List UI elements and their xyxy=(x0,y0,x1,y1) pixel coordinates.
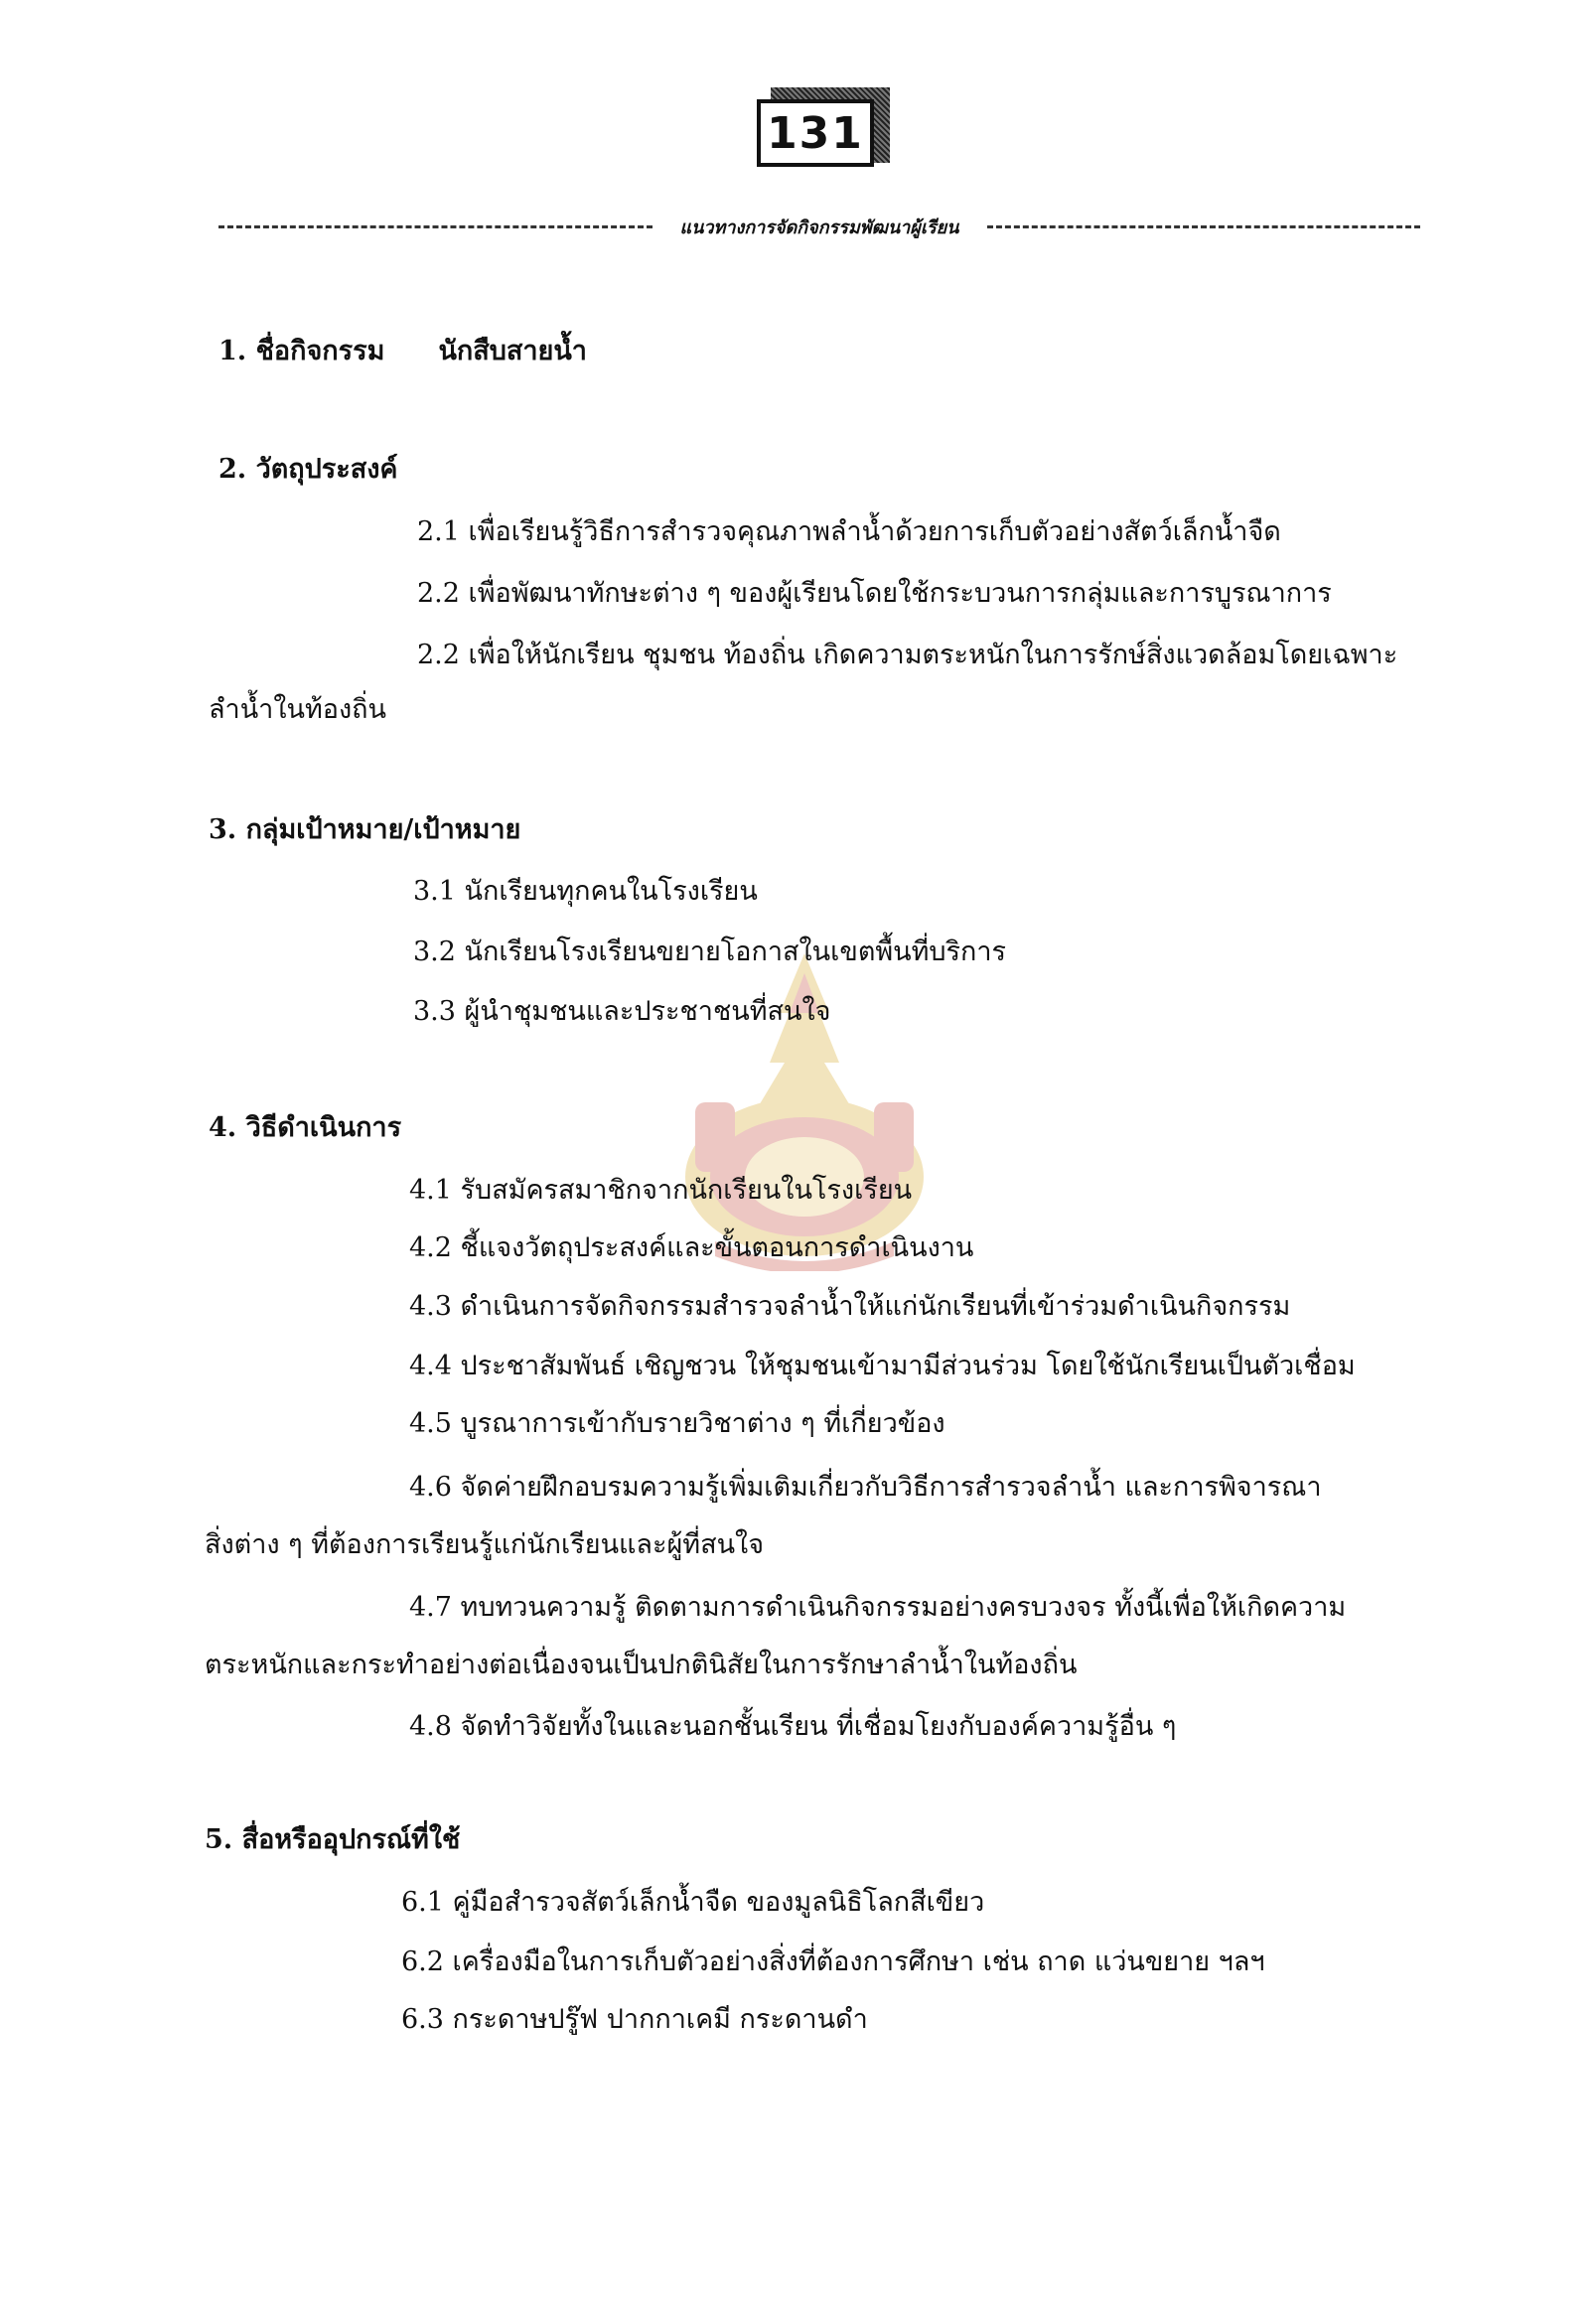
material-item: 6.3 กระดาษปรู๊ฟ ปากกาเคมี กระดานดำ xyxy=(401,2004,868,2035)
section-3-heading: 3. กลุ่มเป้าหมาย/เป้าหมาย xyxy=(209,814,521,845)
procedure-item: 4.8 จัดทำวิจัยทั้งในและนอกชั้นเรียน ที่เชื่อมโยงกับองค์ความรู้อื่น ๆ xyxy=(409,1711,1177,1742)
procedure-item-continuation: สิ่งต่าง ๆ ที่ต้องการเรียนรู้แก่นักเรียนและผู้ที่สนใจ xyxy=(205,1529,765,1560)
section-1-heading xyxy=(218,336,587,367)
procedure-item: 4.2 ชี้แจงวัตถุประสงค์และขั้นตอนการดำเนินงาน xyxy=(409,1232,974,1263)
running-header xyxy=(218,207,1420,246)
procedure-item: 4.3 ดำเนินการจัดกิจกรรมสำรวจลำน้ำให้แก่นักเรียนที่เข้าร่วมดำเนินกิจกรรม xyxy=(409,1291,1291,1322)
target-item: 3.2 นักเรียนโรงเรียนขยายโอกาสในเขตพื้นที่บริการ xyxy=(413,936,1007,967)
header-rule-left xyxy=(218,225,653,228)
procedure-item: 4.4 ประชาสัมพันธ์ เชิญชวน ให้ชุมชนเข้ามามีส่วนร่วม โดยใช้นักเรียนเป็นตัวเชื่อม xyxy=(409,1351,1356,1381)
page-number: 131 xyxy=(757,99,874,167)
objective-item-continuation: ลำน้ำในท้องถิ่น xyxy=(209,694,386,725)
section-2-heading: 2. วัตถุประสงค์ xyxy=(218,454,398,485)
material-item: 6.2 เครื่องมือในการเก็บตัวอย่างสิ่งที่ต้องการศึกษา เช่น ถาด แว่นขยาย ฯลฯ xyxy=(401,1946,1265,1977)
target-item: 3.1 นักเรียนทุกคนในโรงเรียน xyxy=(413,876,758,907)
section-4-heading: 4. วิธีดำเนินการ xyxy=(209,1112,402,1143)
page-number-badge xyxy=(757,87,892,171)
school-seal-watermark xyxy=(655,943,953,1271)
activity-name: นักสืบสายน้ำ xyxy=(438,336,587,366)
procedure-item: 4.1 รับสมัครสมาชิกจากนักเรียนในโรงเรียน xyxy=(409,1175,913,1206)
material-item: 6.1 คู่มือสำรวจสัตว์เล็กน้ำจืด ของมูลนิธิโลกสีเขียว xyxy=(401,1887,985,1918)
target-item: 3.3 ผู้นำชุมชนและประชาชนที่สนใจ xyxy=(413,996,831,1027)
section-5-heading: 5. สื่อหรืออุปกรณ์ที่ใช้ xyxy=(205,1824,461,1855)
header-title: แนวทางการจัดกิจกรรมพัฒนาผู้เรียน xyxy=(679,216,959,238)
procedure-item: 4.5 บูรณาการเข้ากับรายวิชาต่าง ๆ ที่เกี่ยวข้อง xyxy=(409,1408,945,1439)
objective-item: 2.2 เพื่อให้นักเรียน ชุมชน ท้องถิ่น เกิดความตระหนักในการรักษ์สิ่งแวดล้อมโดยเฉพาะ xyxy=(417,640,1398,670)
objective-item: 2.2 เพื่อพัฒนาทักษะต่าง ๆ ของผู้เรียนโดยใช้กระบวนการกลุ่มและการบูรณาการ xyxy=(417,578,1332,609)
procedure-item: 4.7 ทบทวนความรู้ ติดตามการดำเนินกิจกรรมอย่างครบวงจร ทั้งนี้เพื่อให้เกิดความ xyxy=(409,1592,1347,1623)
procedure-item-continuation: ตระหนักและกระทำอย่างต่อเนื่องจนเป็นปกตินิสัยในการรักษาลำน้ำในท้องถิ่น xyxy=(205,1650,1078,1680)
section-1-label: 1. ชื่อกิจกรรม xyxy=(218,336,385,366)
header-rule-right xyxy=(987,225,1421,228)
procedure-item: 4.6 จัดค่ายฝึกอบรมความรู้เพิ่มเติมเกี่ยวกับวิธีการสำรวจลำน้ำ และการพิจารณา xyxy=(409,1472,1322,1503)
objective-item: 2.1 เพื่อเรียนรู้วิธีการสำรวจคุณภาพลำน้ำด้วยการเก็บตัวอย่างสัตว์เล็กน้ำจืด xyxy=(417,516,1281,547)
